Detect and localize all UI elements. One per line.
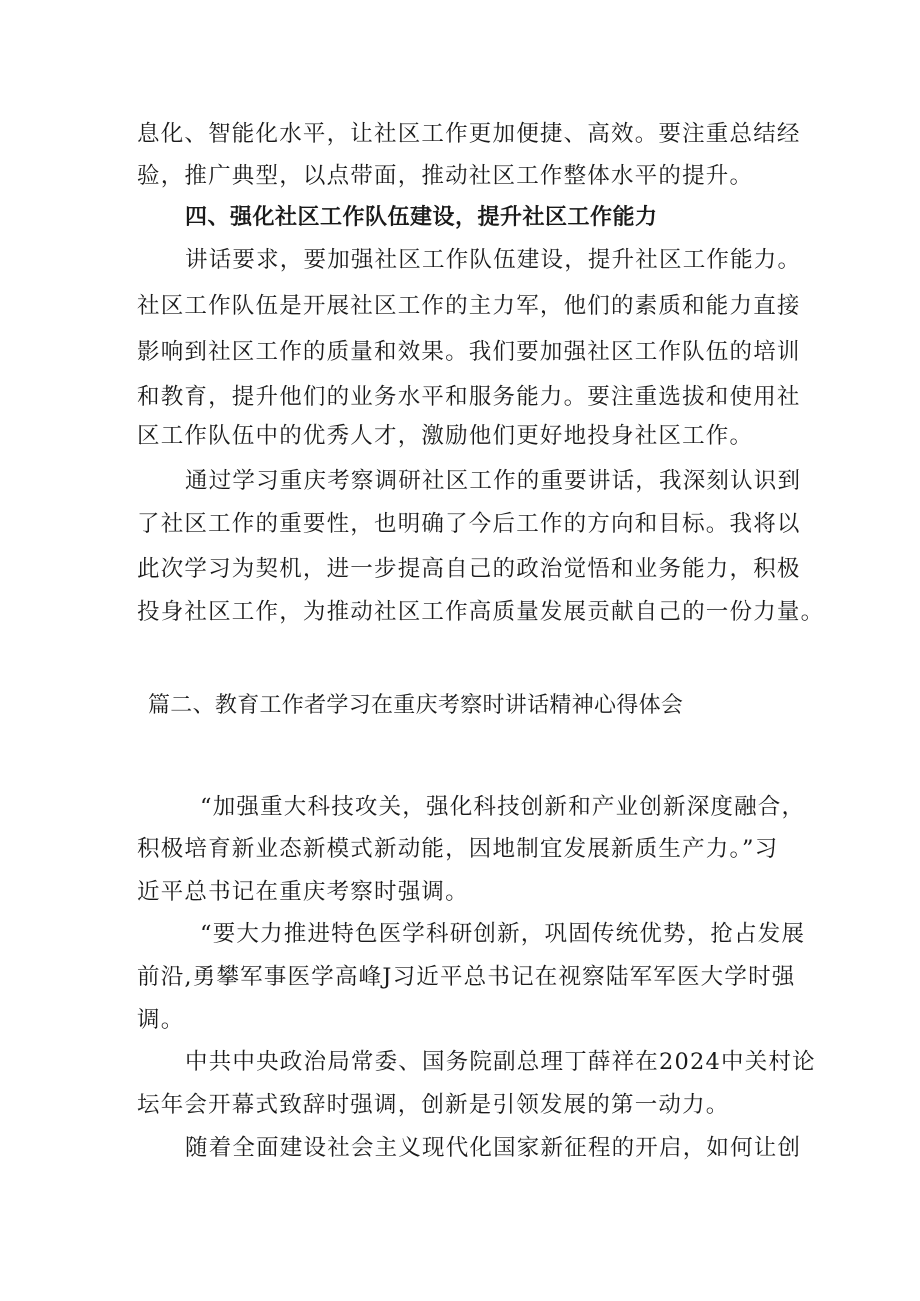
paragraph-line: 前沿,勇攀军事医学高峰J习近平总书记在视察陆军军医大学时强 xyxy=(137,964,796,990)
paragraph-line: 了社区工作的重要性，也明确了今后工作的方向和目标。我将以 xyxy=(137,511,801,537)
section-title: 篇二、教育工作者学习在重庆考察时讲话精神心得体会 xyxy=(148,693,684,718)
paragraph-line: “要大力推进特色医学科研创新，巩固传统优势，抢占发展 xyxy=(200,921,806,947)
paragraph-line: 讲话要求，要加强社区工作队伍建设，提升社区工作能力。 xyxy=(185,247,802,273)
paragraph-line: 中共中央政治局常委、国务院副总理丁薛祥在2024中关村论 xyxy=(185,1049,816,1075)
paragraph-line: 和教育，提升他们的业务水平和服务能力。要注重选拔和使用社 xyxy=(137,384,801,410)
paragraph-line: 投身社区工作，为推动社区工作高质量发展贡献自己的一份力量。 xyxy=(137,599,825,625)
paragraph-line: 调。 xyxy=(137,1007,185,1033)
paragraph-line: 坛年会开幕式致辞时强调，创新是引领发展的第一动力。 xyxy=(137,1092,730,1118)
paragraph-line: “加强重大科技攻关，强化科技创新和产业创新深度融合， xyxy=(200,794,806,820)
paragraph-line: 验，推广典型，以点带面，推动社区工作整体水平的提升。 xyxy=(137,163,754,189)
paragraph-line: 区工作队伍中的优秀人才，激励他们更好地投身社区工作。 xyxy=(137,423,754,449)
paragraph-line: 近平总书记在重庆考察时强调。 xyxy=(137,879,469,905)
section-heading: 四、强化社区工作队伍建设，提升社区工作能力 xyxy=(185,205,658,230)
paragraph-line: 社区工作队伍是开展社区工作的主力军，他们的素质和能力直接 xyxy=(137,293,801,319)
paragraph-line: 随着全面建设社会主义现代化国家新征程的开启，如何让创 xyxy=(185,1135,802,1161)
paragraph-line: 息化、智能化水平，让社区工作更加便捷、高效。要注重总结经 xyxy=(137,121,801,147)
paragraph-line: 通过学习重庆考察调研社区工作的重要讲话，我深刻认识到 xyxy=(185,468,802,494)
paragraph-line: 积极培育新业态新模式新动能，因地制宜发展新质生产力。”习 xyxy=(137,836,779,862)
paragraph-line: 此次学习为契机，进一步提高自己的政治觉悟和业务能力，积极 xyxy=(137,556,801,582)
paragraph-line: 影响到社区工作的质量和效果。我们要加强社区工作队伍的培训 xyxy=(137,339,801,365)
